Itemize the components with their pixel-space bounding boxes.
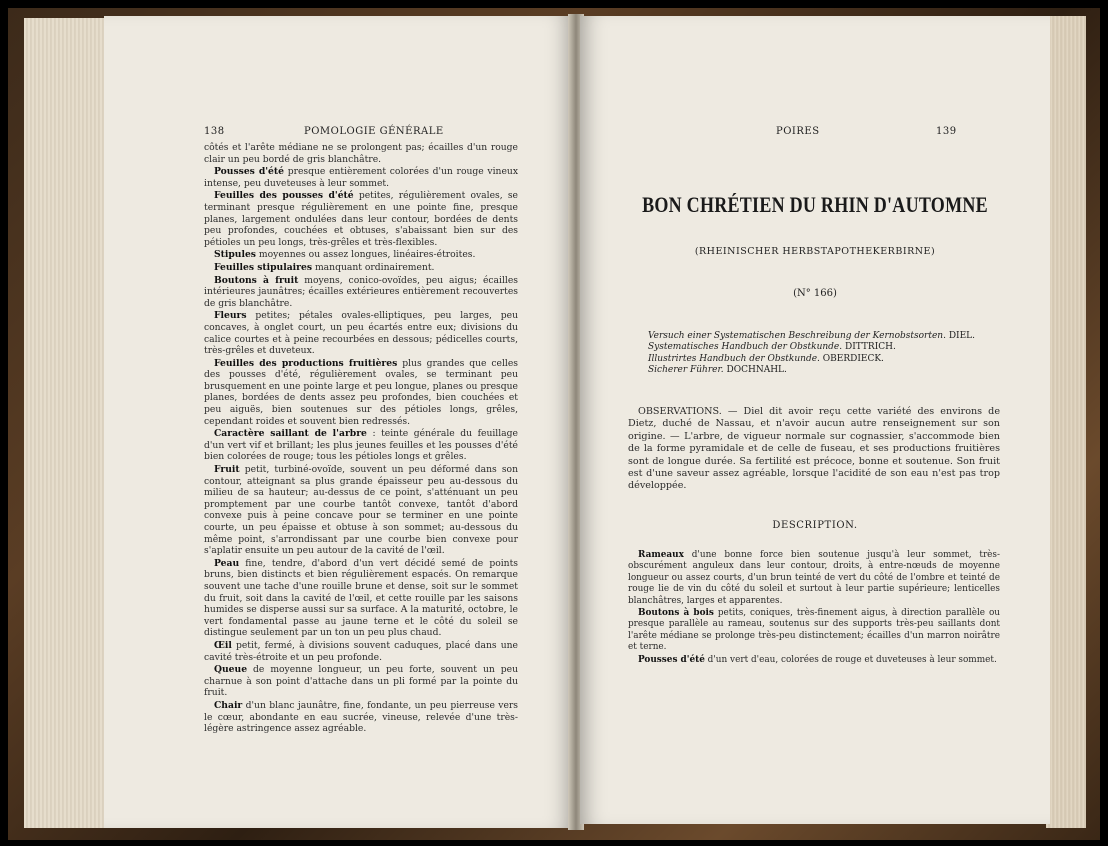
reference-author: DITTRICH. [842,342,896,353]
paragraph-keyword: Fruit [214,464,240,476]
reference-title: Sicherer Führer. [648,365,724,376]
paragraph-text: manquant ordinairement. [312,261,435,273]
reference-author: OBERDIECK. [819,353,884,364]
paragraph [628,655,1000,666]
variety-subtitle: (RHEINISCHER HERBSTAPOTHEKERBIRNE) [694,246,936,257]
right-body-text [628,550,1000,667]
paragraph [204,464,518,557]
paragraph-text: d'un vert d'eau, colorées de rouge et duveteuses à leur sommet. [704,654,997,665]
paragraph [204,275,518,310]
reference-title: Illustrirtes Handbuch der Obstkunde. [648,353,820,364]
variety-title: BON CHRÉTIEN DU RHIN D'AUTOMNE [642,192,988,217]
reference-author: DIEL. [945,331,975,341]
paragraph-text: : teinte générale du feuillage d'un vert vif et brillant; les plus jeunes feuilles et les pousses d'été bien colorées de rouge; tous les pétioles longs et grêles. [204,428,518,463]
paragraph-text: d'une bonne force bien soutenue jusqu'à leur sommet, très-obscurément anguleux dans leur contour, droits, à entre-nœuds de moyenne longueur ou assez courts, d'un brun teinté de vert du côté de l'ombre et teinté de rouge lie de vin du côté du soleil et surtout à leur partie supérieure; lenticelles blanchâtres, larges et apparentes. [628,550,1000,606]
description-heading: DESCRIPTION. [772,520,858,531]
reference-item [648,365,1028,376]
paragraph-keyword: Chair [214,699,243,711]
paragraph-keyword: Feuilles des pousses d'été [214,190,354,202]
paragraph [204,428,518,463]
reference-item [648,331,1028,342]
paragraph-text: moyens, conico-ovoïdes, peu aigus; écailles intérieures jaunâtres; écailles extérieures entièrement recouvertes de gris blanchâtre. [204,274,518,309]
paragraph-text: petits, coniques, très-finement aigus, à direction parallèle ou presque parallèle au rameau, soutenus sur des supports très-peu saillants dont l'arête médiane se prolonge très-peu distinctement; écailles d'un marron noirâtre et terne. [628,608,1001,653]
paragraph [204,310,518,356]
paragraph-text: d'un blanc jaunâtre, fine, fondante, un peu pierreuse vers le cœur, abondante en eau sucrée, vineuse, relevée d'une très-légère astringence assez agréable. [204,699,518,735]
paragraph-keyword: Fleurs [214,310,247,322]
reference-author: DOCHNAHL. [723,365,787,376]
paragraph-text: fine, tendre, d'abord d'un vert décidé semé de points bruns, bien distincts et bien régulièrement espacés. On remarque souvent une tache d'une rouille brune et dense, soit sur le sommet du fruit, soit dans la cavité de l'œil, et cette rouille par les saisons humides se disperse aussi sur sa surface. A la maturité, octobre, le vert fondamental passe au jaune terne et le côté du soleil se distingue seulement par un ton un peu plus chaud. [204,557,518,639]
right-running-head: POIRES [776,126,820,137]
page-edges-right [1046,16,1086,828]
variety-number: (N° 166) [793,288,837,299]
paragraph-keyword: Rameaux [638,550,684,560]
paragraph [204,558,518,639]
paragraph [204,700,518,735]
paragraph-text: plus grandes que celles des pousses d'été, régulièrement ovales, se terminant peu brusquement en une pointe large et peu longue, planes ou presque planes, bordées de dents assez peu profondes, bien couchées et peu aiguës, bien soutenues sur des pétioles longs, grêles, cependant roides et souvent bien redressés. [204,357,518,427]
paragraph-keyword: Queue [214,664,248,676]
right-page-number: 139 [936,126,957,137]
paragraph [204,249,518,261]
paragraph [204,142,518,165]
page-edges-left [24,18,106,828]
reference-item [648,342,1028,353]
paragraph-keyword: Pousses d'été [638,654,705,665]
references-list [648,331,1028,377]
observations-paragraph [628,406,1000,494]
paragraph-text: petit, fermé, à divisions souvent caduques, placé dans une cavité très-étroite et un peu profonde. [204,639,518,663]
paragraph [628,550,1000,607]
paragraph-keyword: Feuilles des productions fruitières [214,357,398,369]
paragraph-text: moyennes ou assez longues, linéaires-étroites. [255,249,476,261]
paragraph [204,190,518,248]
paragraph-keyword: Boutons à fruit [214,274,299,286]
paragraph [204,664,518,699]
left-page-number: 138 [204,126,225,137]
left-running-head: POMOLOGIE GÉNÉRALE [304,126,444,137]
paragraph-keyword: Caractère saillant de l'arbre [214,428,367,440]
paragraph-keyword: Stipules [214,249,256,261]
left-page [104,16,572,828]
right-page [580,16,1050,824]
paragraph-keyword: Pousses d'été [214,166,284,178]
reference-title: Systematisches Handbuch der Obstkunde. [648,342,843,353]
paragraph-text: petites; pétales ovales-elliptiques, peu larges, peu concaves, à onglet court, un peu écartés entre eux; divisions du calice courtes et à peine recourbées en dessous; pédicelles courts, très-grêles et duveteux. [204,310,518,357]
paragraph [204,640,518,663]
paragraph-keyword: Feuilles stipulaires [214,261,313,273]
paragraph [204,166,518,189]
left-body-text [204,142,518,736]
observations-text: — Diel dit avoir reçu cette variété des environs de Dietz, duché de Nassau, et n'avoir aucun autre renseignement sur son origine. — L'arbre, de vigueur normale sur cognassier, s'accommode bien de la forme pyramidale et de celle de fuseau, et ses productions fruitières sont de longue durée. Sa fertilité est précoce, bonne et soutenue. Son fruit est d'une saveur assez agréable, lorsque l'acidité de son eau n'est pas trop développée. [628,406,1000,492]
paragraph-text: presque entièrement colorées d'un rouge vineux intense, peu duveteuses à leur sommet. [204,166,519,189]
paragraph-keyword: Œil [214,639,232,651]
paragraph-text: côtés et l'arête médiane ne se prolongent pas; écailles d'un rouge clair un peu bordé de gris blanchâtre. [204,142,518,165]
paragraph [204,358,518,428]
paragraph [628,608,1000,654]
reference-item [648,354,1028,365]
paragraph-text: de moyenne longueur, un peu forte, souvent un peu charnue à son point d'attache dans un pli formé par la pointe du fruit. [204,664,518,699]
paragraph-text: petit, turbiné-ovoïde, souvent un peu déformé dans son contour, atteignant sa plus grande épaisseur peu au-dessous du milieu de sa hauteur; au-dessus de ce point, s'atténuant un peu promptement par une courbe tantôt convexe, tantôt d'abord convexe puis à peine concave pour se terminer en une pointe courte, un peu épaisse et obtuse à son sommet; au-dessous du même point, s'arrondissant par une courbe bien convexe pour s'aplatir ensuite un peu autour de la cavité de l'œil. [204,464,518,557]
reference-title: Versuch einer Systematischen Beschreibung der Kernobstsorten. [648,331,946,341]
paragraph-text: petites, régulièrement ovales, se terminant presque régulièrement en une pointe fine, presque planes, largement ondulées dans leur contour, bordées de dents peu profondes, couchées et obtuses, s'abaissant bien sur des pétioles un peu longs, très-grêles et très-flexibles. [204,190,518,248]
paragraph-keyword: Peau [214,557,240,569]
paragraph-keyword: Boutons à bois [638,608,714,619]
observations-label: OBSERVATIONS. [638,406,722,417]
paragraph [204,262,518,274]
